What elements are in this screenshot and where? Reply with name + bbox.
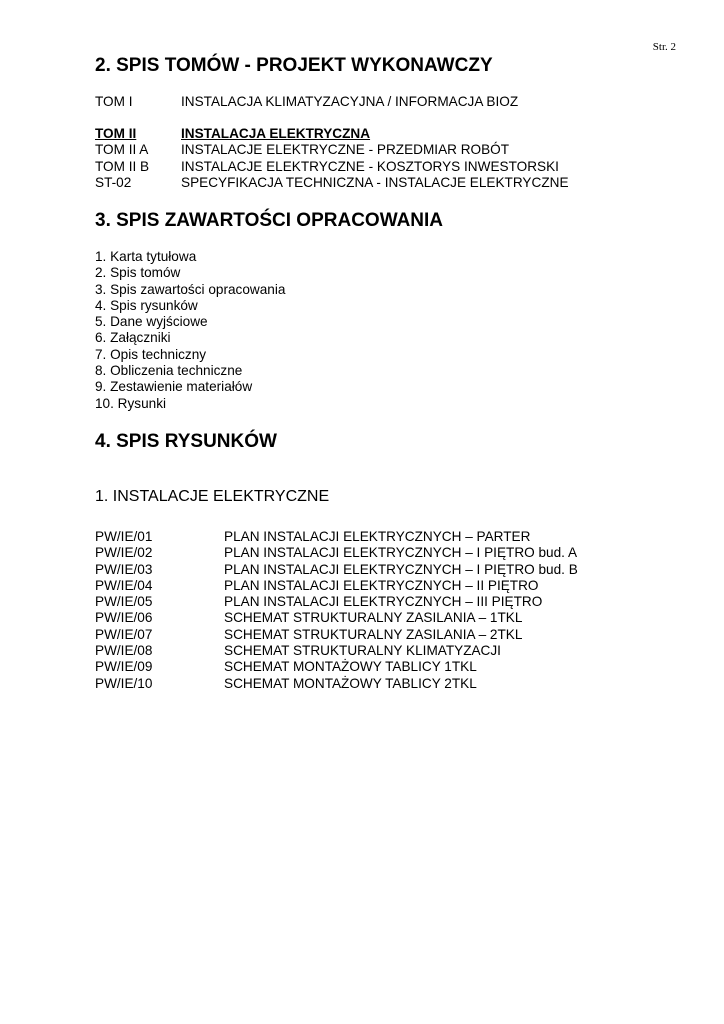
drawing-row <box>95 562 578 578</box>
contents-item: 9. Zestawienie materiałów <box>95 379 253 395</box>
contents-heading: 3. SPIS ZAWARTOŚCI OPRACOWANIA <box>95 210 444 231</box>
volume-title: INSTALACJA KLIMATYZACYJNA / INFORMACJA BIOZ <box>181 94 519 109</box>
volumes-list-secondary <box>95 126 569 191</box>
volume-code: TOM II B <box>95 158 150 174</box>
drawing-code: PW/IE/06 <box>95 610 153 626</box>
contents-list <box>95 249 285 412</box>
volume-code: TOM II <box>95 126 137 141</box>
drawing-title: SCHEMAT MONTAŻOWY TABLICY 2TKL <box>224 675 477 691</box>
volume-row <box>95 94 518 110</box>
contents-item: 7. Opis techniczny <box>95 346 207 362</box>
drawing-code: PW/IE/04 <box>95 577 153 593</box>
drawing-row <box>95 610 578 626</box>
volumes-list-primary <box>95 94 518 110</box>
contents-item: 8. Obliczenia techniczne <box>95 363 243 379</box>
volume-row <box>95 175 569 191</box>
drawings-list <box>95 529 578 692</box>
volume-code: TOM II A <box>95 142 149 158</box>
drawing-code: PW/IE/09 <box>95 659 153 675</box>
drawing-code: PW/IE/10 <box>95 675 153 691</box>
drawing-code: PW/IE/07 <box>95 626 153 642</box>
contents-item: 1. Karta tytułowa <box>95 249 197 264</box>
drawing-row <box>95 594 578 610</box>
drawing-title: SCHEMAT STRUKTURALNY ZASILANIA – 2TKL <box>224 626 523 642</box>
volume-title: INSTALACJE ELEKTRYCZNE - PRZEDMIAR ROBÓT <box>181 142 510 158</box>
contents-item: 10. Rysunki <box>95 395 167 411</box>
drawing-title: SCHEMAT MONTAŻOWY TABLICY 1TKL <box>224 659 477 675</box>
drawing-row <box>95 627 578 643</box>
drawing-row <box>95 578 578 594</box>
drawing-code: PW/IE/01 <box>95 529 153 544</box>
drawing-title: PLAN INSTALACJI ELEKTRYCZNYCH – I PIĘTRO bud. B <box>224 561 578 577</box>
volume-row <box>95 159 569 175</box>
volume-title: INSTALACJE ELEKTRYCZNE - KOSZTORYS INWESTORSKI <box>181 158 559 174</box>
drawing-code: PW/IE/08 <box>95 643 153 659</box>
volumes-heading: 2. SPIS TOMÓW - PROJEKT WYKONAWCZY <box>95 55 493 76</box>
drawings-subheading: 1. INSTALACJE ELEKTRYCZNE <box>95 488 330 505</box>
drawing-title: PLAN INSTALACJI ELEKTRYCZNYCH – I PIĘTRO bud. A <box>224 545 578 561</box>
drawing-title: SCHEMAT STRUKTURALNY ZASILANIA – 1TKL <box>224 610 523 626</box>
drawing-title: PLAN INSTALACJI ELEKTRYCZNYCH – II PIĘTRO <box>224 577 539 593</box>
contents-item: 6. Załączniki <box>95 330 171 346</box>
contents-item: 3. Spis zawartości opracowania <box>95 281 286 297</box>
volume-row <box>95 142 569 158</box>
drawings-heading: 4. SPIS RYSUNKÓW <box>95 431 277 452</box>
volume-title: SPECYFIKACJA TECHNICZNA - INSTALACJE ELEKTRYCZNE <box>181 174 569 190</box>
drawing-title: PLAN INSTALACJI ELEKTRYCZNYCH – III PIĘTRO <box>224 594 543 610</box>
drawing-row <box>95 676 578 692</box>
contents-item: 4. Spis rysunków <box>95 297 198 313</box>
drawing-row <box>95 545 578 561</box>
volume-code: TOM I <box>95 94 133 109</box>
drawing-code: PW/IE/02 <box>95 545 153 561</box>
drawing-code: PW/IE/05 <box>95 594 153 610</box>
drawing-title: SCHEMAT STRUKTURALNY KLIMATYZACJI <box>224 643 501 659</box>
volume-code: ST-02 <box>95 174 132 190</box>
drawing-row <box>95 659 578 675</box>
drawing-row <box>95 643 578 659</box>
volume-row <box>95 126 569 142</box>
volume-title: INSTALACJA ELEKTRYCZNA <box>181 126 371 141</box>
contents-item: 2. Spis tomów <box>95 265 181 281</box>
drawing-row <box>95 529 578 545</box>
page-number: Str. 2 <box>652 41 676 53</box>
drawing-code: PW/IE/03 <box>95 561 153 577</box>
contents-item: 5. Dane wyjściowe <box>95 314 208 330</box>
drawing-title: PLAN INSTALACJI ELEKTRYCZNYCH – PARTER <box>224 529 531 544</box>
